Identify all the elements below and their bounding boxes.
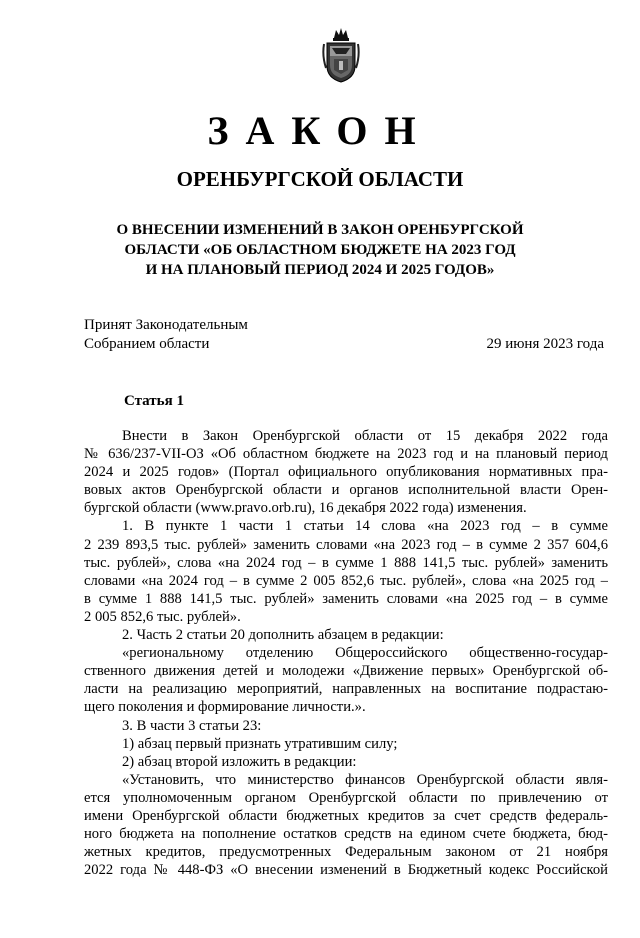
- article-text-line: 2. Часть 2 статьи 20 дополнить абзацем в редакции:: [122, 627, 444, 644]
- article-text-line: в сумме 1 888 141,5 тыс. рублей» заменить словами «на 2025 год – в сумме: [84, 590, 608, 607]
- article-text-line: ного бюджета на пополнение остатков средств на едином счете бюджета, бюд-: [84, 826, 608, 843]
- article-text-line: 2022 года № 448-ФЗ «О внесении изменений в Бюджетный кодекс Российской: [84, 862, 608, 879]
- orenburg-coat-of-arms-icon: [322, 26, 360, 84]
- law-heading-line: И НА ПЛАНОВЫЙ ПЕРИОД 2024 И 2025 ГОДОВ»: [145, 262, 495, 278]
- law-heading-line: О ВНЕСЕНИИ ИЗМЕНЕНИЙ В ЗАКОН ОРЕНБУРГСКОЙ: [116, 222, 524, 238]
- law-heading: [0, 220, 640, 280]
- article-text-line: № 636/237-VII-ОЗ «Об областном бюджете на 2023 год и на плановый период: [84, 446, 608, 463]
- article-title: Статья 1: [124, 393, 184, 409]
- article-text-line: имени Оренбургской области бюджетных кредитов за счет средств федераль-: [84, 807, 608, 824]
- article-text-line: 3. В части 3 статьи 23:: [122, 717, 262, 734]
- article-text-line: словами «на 2024 год – в сумме 2 005 852,6 тыс. рублей», слова «на 2025 год –: [84, 572, 608, 589]
- document-subtitle: ОРЕНБУРГСКОЙ ОБЛАСТИ: [176, 167, 464, 191]
- article-text-line: «Установить, что министерство финансов Оренбургской области явля-: [122, 771, 608, 788]
- adoption-note: [84, 316, 248, 354]
- article-text-line: «региональному отделению Общероссийского общественно-государ-: [122, 645, 608, 662]
- article-text-line: ласти на реализацию мероприятий, направленных на воспитание подрастаю-: [84, 681, 608, 698]
- article-body: [84, 427, 608, 879]
- article-text-line: Внести в Закон Оренбургской области от 15 декабря 2022 года: [122, 428, 608, 444]
- article-text-line: 1) абзац первый признать утратившим силу;: [122, 735, 398, 752]
- article-text-line: тыс. рублей», слова «на 2024 год – в сумме 1 888 141,5 тыс. рублей» заменить: [84, 554, 608, 571]
- article-text-line: ется уполномоченным органом Оренбургской области по привлечению от: [84, 789, 608, 806]
- article-text-line: бургской области (www.pravo.orb.ru), 16 декабря 2022 года) изменения.: [84, 500, 527, 517]
- adoption-line: Собранием области: [84, 336, 210, 352]
- adoption-line: Принят Законодательным: [84, 317, 248, 333]
- article-text-line: 2 005 852,6 тыс. рублей».: [84, 608, 241, 625]
- article-text-line: 2024 и 2025 годов» (Портал официального опубликования нормативных пра-: [84, 464, 608, 481]
- article-text-line: жетных кредитов, предусмотренных Федеральным законом от 21 ноября: [84, 844, 608, 861]
- adoption-date: 29 июня 2023 года: [486, 336, 604, 352]
- article-text-line: 2 239 893,5 тыс. рублей» заменить словами «на 2023 год – в сумме 2 357 604,6: [84, 536, 608, 553]
- article-text-line: ственного движения детей и молодежи «Движение первых» Оренбургской об-: [84, 663, 608, 680]
- article-text-line: 2) абзац второй изложить в редакции:: [122, 753, 357, 770]
- article-text-line: вовых актов Оренбургской области и органов исполнительной власти Орен-: [84, 482, 608, 499]
- document-title: ЗАКОН: [207, 108, 433, 153]
- law-heading-line: ОБЛАСТИ «ОБ ОБЛАСТНОМ БЮДЖЕТЕ НА 2023 ГОД: [124, 242, 516, 258]
- article-text-line: щего поколения и формирование личности.».: [84, 699, 366, 716]
- article-text-line: 1. В пункте 1 части 1 статьи 14 слова «на 2023 год – в сумме: [122, 518, 608, 535]
